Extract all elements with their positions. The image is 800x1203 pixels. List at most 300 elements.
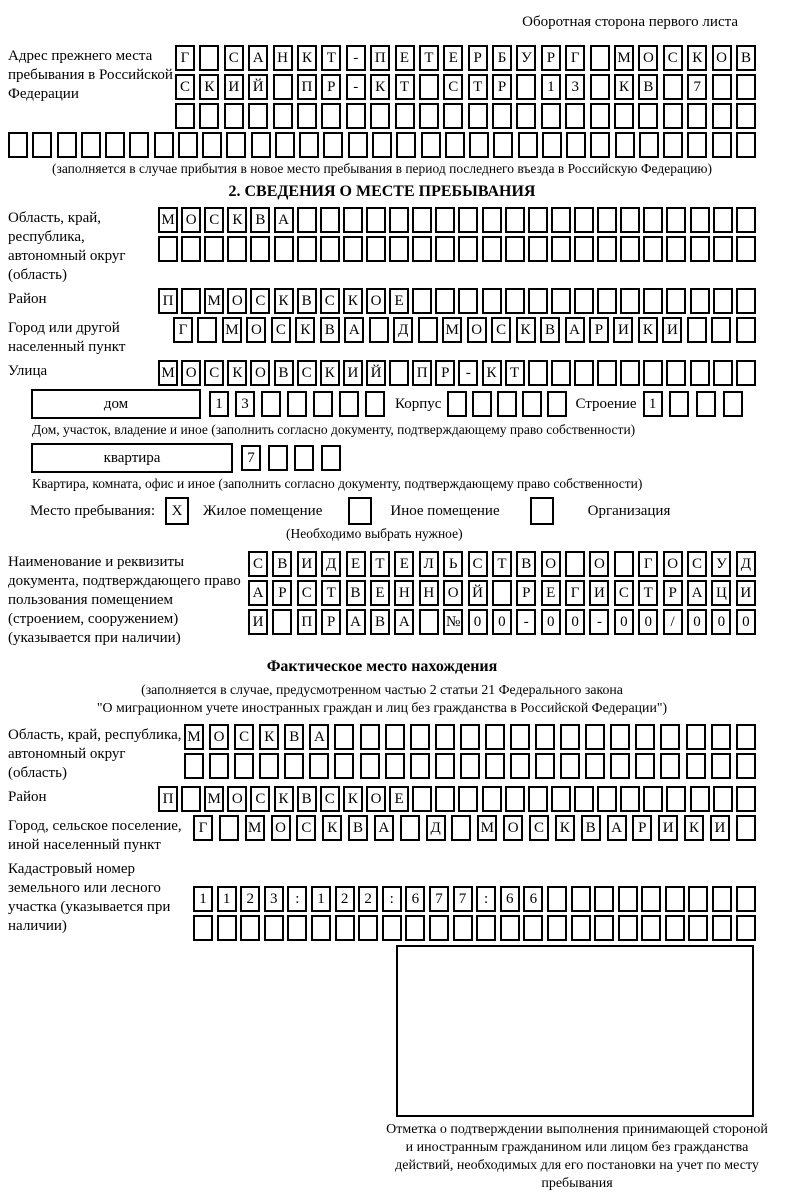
- char-cell: М: [158, 360, 178, 386]
- char-cell: К: [516, 317, 536, 343]
- char-cell: 0: [736, 609, 756, 635]
- char-cell: П: [297, 609, 317, 635]
- char-cell: [712, 103, 732, 129]
- apartment-box: квартира: [31, 443, 233, 473]
- char-cell: Е: [443, 45, 463, 71]
- char-cell: [551, 207, 571, 233]
- char-cell: В: [736, 45, 756, 71]
- char-cell: [560, 753, 580, 779]
- char-cell: [574, 236, 594, 262]
- char-cell: 0: [541, 609, 561, 635]
- char-cell: К: [199, 74, 219, 100]
- char-cell: В: [297, 786, 317, 812]
- char-cell: [723, 391, 743, 417]
- char-cell: [311, 915, 331, 941]
- char-cell: [320, 207, 340, 233]
- char-cell: В: [274, 360, 294, 386]
- char-cell: 0: [614, 609, 634, 635]
- char-cell: М: [477, 815, 497, 841]
- char-cell: [712, 74, 732, 100]
- char-cell: Т: [370, 551, 390, 577]
- region-field: [8, 207, 756, 285]
- document-label: Наименование и реквизиты документа, подтверждающего право пользования помещением (строением, сооружением) (указывается при наличии): [8, 554, 241, 646]
- char-cell: В: [638, 74, 658, 100]
- char-cell: К: [343, 786, 363, 812]
- char-cell: [594, 886, 614, 912]
- char-cell: [620, 360, 640, 386]
- actual-region-field: [8, 724, 756, 783]
- char-cell: Р: [541, 45, 561, 71]
- char-cell: [510, 753, 530, 779]
- char-cell: [590, 132, 610, 158]
- char-cell: К: [227, 207, 247, 233]
- char-cell: В: [516, 551, 536, 577]
- char-cell: Р: [272, 580, 292, 606]
- char-cell: :: [382, 886, 402, 912]
- char-cell: [370, 103, 390, 129]
- actual-region-row-2: [184, 753, 756, 779]
- char-cell: К: [370, 74, 390, 100]
- stay-type-note: (Необходимо выбрать нужное): [286, 526, 463, 541]
- char-cell: П: [297, 74, 317, 100]
- char-cell: В: [284, 724, 304, 750]
- char-cell: -: [516, 609, 536, 635]
- char-cell: 2: [240, 886, 260, 912]
- char-cell: [585, 724, 605, 750]
- char-cell: [193, 915, 213, 941]
- char-cell: О: [443, 580, 463, 606]
- char-cell: [690, 288, 710, 314]
- char-cell: [687, 103, 707, 129]
- stay-type-label: Место пребывания:: [30, 502, 155, 519]
- char-cell: [713, 288, 733, 314]
- char-cell: [358, 915, 378, 941]
- char-cell: А: [344, 317, 364, 343]
- char-cell: [597, 288, 617, 314]
- char-cell: [687, 132, 707, 158]
- char-cell: С: [204, 360, 224, 386]
- char-cell: С: [529, 815, 549, 841]
- char-cell: [528, 207, 548, 233]
- char-cell: -: [346, 45, 366, 71]
- char-cell: [334, 724, 354, 750]
- char-cell: [643, 360, 663, 386]
- char-cell: [620, 236, 640, 262]
- char-cell: Г: [173, 317, 193, 343]
- char-cell: А: [687, 580, 707, 606]
- char-cell: Г: [175, 45, 195, 71]
- char-cell: Н: [419, 580, 439, 606]
- char-cell: [712, 132, 732, 158]
- region-rows: [158, 207, 756, 285]
- char-cell: [597, 786, 617, 812]
- char-cell: [178, 132, 198, 158]
- char-cell: [585, 753, 605, 779]
- char-cell: 6: [523, 886, 543, 912]
- char-cell: К: [322, 815, 342, 841]
- char-cell: [297, 207, 317, 233]
- char-cell: П: [412, 360, 432, 386]
- back-side-note: Оборотная сторона первого листа: [522, 14, 738, 30]
- char-cell: Е: [370, 580, 390, 606]
- char-cell: О: [589, 551, 609, 577]
- char-cell: Р: [492, 74, 512, 100]
- char-cell: [395, 103, 415, 129]
- char-cell: И: [613, 317, 633, 343]
- stay-option-residential: Жилое помещение: [203, 502, 323, 519]
- char-cell: Р: [516, 580, 536, 606]
- char-cell: А: [248, 580, 268, 606]
- char-cell: [574, 288, 594, 314]
- char-cell: [663, 103, 683, 129]
- char-cell: -: [346, 74, 366, 100]
- char-cell: [620, 786, 640, 812]
- char-cell: [686, 753, 706, 779]
- char-cell: [492, 580, 512, 606]
- region-row-1: [158, 207, 756, 233]
- actual-district-label: Район: [8, 789, 47, 805]
- char-cell: [669, 391, 689, 417]
- char-cell: [641, 915, 661, 941]
- apartment-note: Квартира, комната, офис и иное (заполнить согласно документу, подтверждающему право собственности): [32, 476, 643, 491]
- char-cell: У: [516, 45, 536, 71]
- char-cell: П: [370, 45, 390, 71]
- char-cell: 1: [541, 74, 561, 100]
- char-cell: 0: [711, 609, 731, 635]
- char-cell: Е: [389, 786, 409, 812]
- char-cell: О: [503, 815, 523, 841]
- char-cell: [665, 915, 685, 941]
- char-cell: [620, 288, 640, 314]
- char-cell: К: [274, 786, 294, 812]
- char-cell: О: [227, 288, 247, 314]
- char-cell: [365, 391, 385, 417]
- char-cell: [158, 236, 178, 262]
- char-cell: [321, 103, 341, 129]
- char-cell: [274, 236, 294, 262]
- char-cell: [105, 132, 125, 158]
- city-label: Город или другой населенный пункт: [8, 320, 126, 355]
- char-cell: [516, 74, 536, 100]
- char-cell: Р: [632, 815, 652, 841]
- char-cell: [435, 236, 455, 262]
- stay-checkbox-other: [348, 497, 372, 525]
- stay-checkbox-organization: [530, 497, 554, 525]
- house-box: дом: [31, 389, 201, 419]
- char-cell: [199, 45, 219, 71]
- char-cell: С: [271, 317, 291, 343]
- char-cell: [736, 103, 756, 129]
- char-cell: [372, 132, 392, 158]
- char-cell: [346, 103, 366, 129]
- char-cell: [410, 724, 430, 750]
- char-cell: [528, 288, 548, 314]
- char-cell: [736, 815, 756, 841]
- char-cell: [360, 724, 380, 750]
- char-cell: [713, 207, 733, 233]
- prev-address-row-2: [175, 74, 756, 100]
- char-cell: [643, 236, 663, 262]
- stamp-note: Отметка о подтверждении выполнения принимающей стороной и иностранным гражданином или лицом без гражданства действий, необходимых для его постановки на учет по месту пребывания: [386, 1122, 768, 1191]
- char-cell: [666, 786, 686, 812]
- char-cell: Т: [638, 580, 658, 606]
- char-cell: [435, 786, 455, 812]
- document-field: [8, 551, 756, 648]
- char-cell: [369, 317, 389, 343]
- char-cell: И: [297, 551, 317, 577]
- char-cell: 3: [565, 74, 585, 100]
- char-cell: Е: [395, 45, 415, 71]
- char-cell: [482, 786, 502, 812]
- char-cell: [335, 915, 355, 941]
- char-cell: [505, 236, 525, 262]
- char-cell: С: [320, 288, 340, 314]
- char-cell: [405, 915, 425, 941]
- char-cell: 1: [217, 886, 237, 912]
- char-cell: [209, 753, 229, 779]
- char-cell: [202, 132, 222, 158]
- char-cell: [343, 236, 363, 262]
- actual-region-row-1: [184, 724, 756, 750]
- char-cell: Т: [395, 74, 415, 100]
- street-row: [158, 360, 756, 386]
- char-cell: С: [663, 45, 683, 71]
- prev-address-label: Адрес прежнего места пребывания в Российской Федерации: [8, 48, 173, 102]
- char-cell: [284, 753, 304, 779]
- char-cell: [666, 360, 686, 386]
- char-cell: [458, 288, 478, 314]
- char-cell: Р: [663, 580, 683, 606]
- char-cell: 6: [405, 886, 425, 912]
- char-cell: [366, 207, 386, 233]
- char-cell: [497, 391, 517, 417]
- char-cell: [574, 207, 594, 233]
- char-cell: А: [248, 45, 268, 71]
- char-cell: [360, 753, 380, 779]
- char-cell: [389, 360, 409, 386]
- char-cell: [712, 886, 732, 912]
- char-cell: [547, 915, 567, 941]
- char-cell: 0: [687, 609, 707, 635]
- char-cell: О: [181, 360, 201, 386]
- char-cell: [736, 915, 756, 941]
- char-cell: Н: [394, 580, 414, 606]
- char-cell: К: [274, 288, 294, 314]
- char-cell: [251, 132, 271, 158]
- char-cell: [614, 551, 634, 577]
- char-cell: [635, 724, 655, 750]
- char-cell: С: [250, 288, 270, 314]
- char-cell: Р: [321, 74, 341, 100]
- char-cell: [571, 915, 591, 941]
- document-row-3: [248, 609, 756, 635]
- city-row: [173, 317, 756, 343]
- char-cell: [660, 724, 680, 750]
- char-cell: 7: [429, 886, 449, 912]
- char-cell: Р: [435, 360, 455, 386]
- char-cell: Д: [321, 551, 341, 577]
- char-cell: А: [565, 317, 585, 343]
- char-cell: [666, 236, 686, 262]
- char-cell: [639, 132, 659, 158]
- char-cell: В: [540, 317, 560, 343]
- char-cell: М: [442, 317, 462, 343]
- char-cell: О: [181, 207, 201, 233]
- char-cell: [736, 886, 756, 912]
- char-cell: [618, 915, 638, 941]
- char-cell: И: [589, 580, 609, 606]
- char-cell: [181, 786, 201, 812]
- char-cell: С: [175, 74, 195, 100]
- stroenie-cells: [643, 391, 743, 417]
- prev-address-rows: [175, 45, 756, 129]
- char-cell: С: [468, 551, 488, 577]
- char-cell: И: [248, 609, 268, 635]
- char-cell: О: [366, 288, 386, 314]
- char-cell: [690, 360, 710, 386]
- char-cell: [248, 103, 268, 129]
- char-cell: [419, 103, 439, 129]
- char-cell: Е: [394, 551, 414, 577]
- char-cell: Й: [366, 360, 386, 386]
- char-cell: Д: [393, 317, 413, 343]
- char-cell: [666, 288, 686, 314]
- char-cell: Й: [248, 74, 268, 100]
- char-cell: [547, 391, 567, 417]
- char-cell: [560, 724, 580, 750]
- stay-option-other: Иное помещение: [390, 502, 500, 519]
- char-cell: 1: [209, 391, 229, 417]
- char-cell: К: [638, 317, 658, 343]
- char-cell: [273, 103, 293, 129]
- actual-city-row: [193, 815, 756, 841]
- document-row-2: [248, 580, 756, 606]
- char-cell: [610, 753, 630, 779]
- char-cell: [385, 724, 405, 750]
- char-cell: О: [250, 360, 270, 386]
- char-cell: [227, 236, 247, 262]
- char-cell: С: [204, 207, 224, 233]
- char-cell: [421, 132, 441, 158]
- char-cell: С: [296, 815, 316, 841]
- char-cell: Р: [468, 45, 488, 71]
- char-cell: [240, 915, 260, 941]
- char-cell: [181, 236, 201, 262]
- char-cell: [535, 724, 555, 750]
- district-field: [8, 288, 756, 314]
- prev-address-row-1: [175, 45, 756, 71]
- char-cell: Л: [419, 551, 439, 577]
- char-cell: [590, 45, 610, 71]
- char-cell: Е: [541, 580, 561, 606]
- char-cell: И: [224, 74, 244, 100]
- char-cell: О: [663, 551, 683, 577]
- char-cell: [482, 207, 502, 233]
- char-cell: [551, 786, 571, 812]
- char-cell: [460, 753, 480, 779]
- char-cell: [597, 207, 617, 233]
- char-cell: Г: [193, 815, 213, 841]
- char-cell: [272, 609, 292, 635]
- char-cell: [690, 207, 710, 233]
- char-cell: [687, 317, 707, 343]
- char-cell: О: [271, 815, 291, 841]
- region-label: Область, край, республика, автономный округ (область): [8, 210, 126, 283]
- char-cell: [614, 103, 634, 129]
- char-cell: [412, 207, 432, 233]
- char-cell: [493, 132, 513, 158]
- char-cell: 6: [500, 886, 520, 912]
- char-cell: [435, 207, 455, 233]
- char-cell: Т: [419, 45, 439, 71]
- char-cell: [219, 815, 239, 841]
- char-cell: 1: [311, 886, 331, 912]
- char-cell: К: [295, 317, 315, 343]
- char-cell: -: [589, 609, 609, 635]
- char-cell: [181, 288, 201, 314]
- char-cell: [736, 207, 756, 233]
- cadastre-field: [8, 858, 756, 941]
- char-cell: Р: [589, 317, 609, 343]
- char-cell: К: [482, 360, 502, 386]
- char-cell: [518, 132, 538, 158]
- char-cell: [736, 132, 756, 158]
- char-cell: [81, 132, 101, 158]
- document-row-1: [248, 551, 756, 577]
- char-cell: [412, 786, 432, 812]
- char-cell: 3: [264, 886, 284, 912]
- char-cell: Т: [505, 360, 525, 386]
- char-cell: [510, 724, 530, 750]
- char-cell: №: [443, 609, 463, 635]
- char-cell: [535, 753, 555, 779]
- char-cell: [287, 915, 307, 941]
- char-cell: [643, 207, 663, 233]
- char-cell: [261, 391, 281, 417]
- char-cell: [505, 207, 525, 233]
- char-cell: К: [297, 45, 317, 71]
- char-cell: В: [346, 580, 366, 606]
- char-cell: [736, 236, 756, 262]
- actual-location-note-1: (заполняется в случае, предусмотренном частью 2 статьи 21 Федерального закона: [141, 682, 623, 697]
- char-cell: [451, 815, 471, 841]
- char-cell: С: [234, 724, 254, 750]
- stay-type-row: [8, 497, 756, 525]
- house-note: Дом, участок, владение и иное (заполнить согласно документу, подтверждающему право собственности): [32, 422, 636, 437]
- char-cell: О: [246, 317, 266, 343]
- char-cell: 0: [565, 609, 585, 635]
- stroenie-label: Строение: [575, 395, 637, 412]
- char-cell: [565, 103, 585, 129]
- char-cell: [294, 445, 314, 471]
- korpus-cells: [447, 391, 567, 417]
- char-cell: [309, 753, 329, 779]
- char-cell: А: [607, 815, 627, 841]
- char-cell: [129, 132, 149, 158]
- char-cell: [505, 786, 525, 812]
- char-cell: [400, 815, 420, 841]
- prev-address-row-4: [8, 132, 756, 158]
- char-cell: 0: [638, 609, 658, 635]
- char-cell: [571, 886, 591, 912]
- char-cell: 0: [492, 609, 512, 635]
- district-row: [158, 288, 756, 314]
- char-cell: [321, 445, 341, 471]
- char-cell: [574, 786, 594, 812]
- char-cell: Д: [426, 815, 446, 841]
- char-cell: [412, 288, 432, 314]
- char-cell: К: [227, 360, 247, 386]
